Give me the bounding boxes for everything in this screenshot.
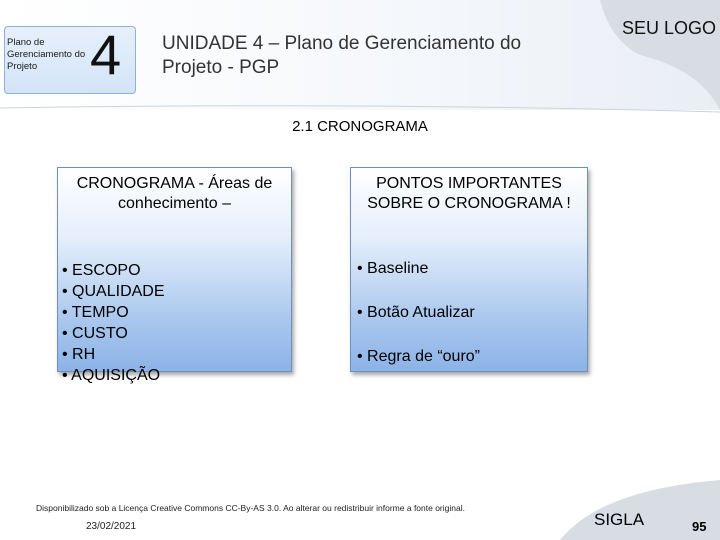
- list-item: • Botão Atualizar: [357, 304, 475, 321]
- knowledge-areas-card: [57, 167, 292, 384]
- key-points-list: [357, 260, 480, 392]
- unit-number: 4: [90, 23, 122, 86]
- footer-date: 23/02/2021: [86, 521, 137, 532]
- list-item: • QUALIDADE: [62, 283, 165, 300]
- knowledge-areas-heading: CRONOGRAMA - Áreas de conhecimento –: [76, 175, 273, 212]
- footer-sigla: SIGLA: [594, 510, 645, 529]
- key-points-card: [350, 167, 588, 372]
- list-item: • AQUISIÇÃO: [62, 367, 161, 384]
- section-title: 2.1 CRONOGRAMA: [292, 118, 428, 135]
- list-item: • Regra de “ouro”: [357, 348, 480, 365]
- list-item: • Baseline: [357, 260, 429, 277]
- list-item: • CUSTO: [62, 325, 128, 342]
- unit-label: Plano de Gerenciamento do Projeto: [7, 37, 86, 72]
- unit-title: UNIDADE 4 – Plano de Gerenciamento do Projeto - PGP: [162, 33, 522, 78]
- list-item: • TEMPO: [62, 304, 129, 321]
- logo-placeholder: SEU LOGO: [621, 18, 716, 38]
- list-item: • ESCOPO: [62, 262, 141, 279]
- page-number: 95: [692, 519, 707, 534]
- key-points-heading: PONTOS IMPORTANTES SOBRE O CRONOGRAMA !: [367, 175, 571, 212]
- license-text: Disponibilizado sob a Licença Creative Commons CC-By-AS 3.0. Ao alterar ou redistribuir informe a fonte original.: [36, 503, 465, 513]
- knowledge-areas-list: [62, 260, 165, 386]
- list-item: • RH: [62, 346, 96, 363]
